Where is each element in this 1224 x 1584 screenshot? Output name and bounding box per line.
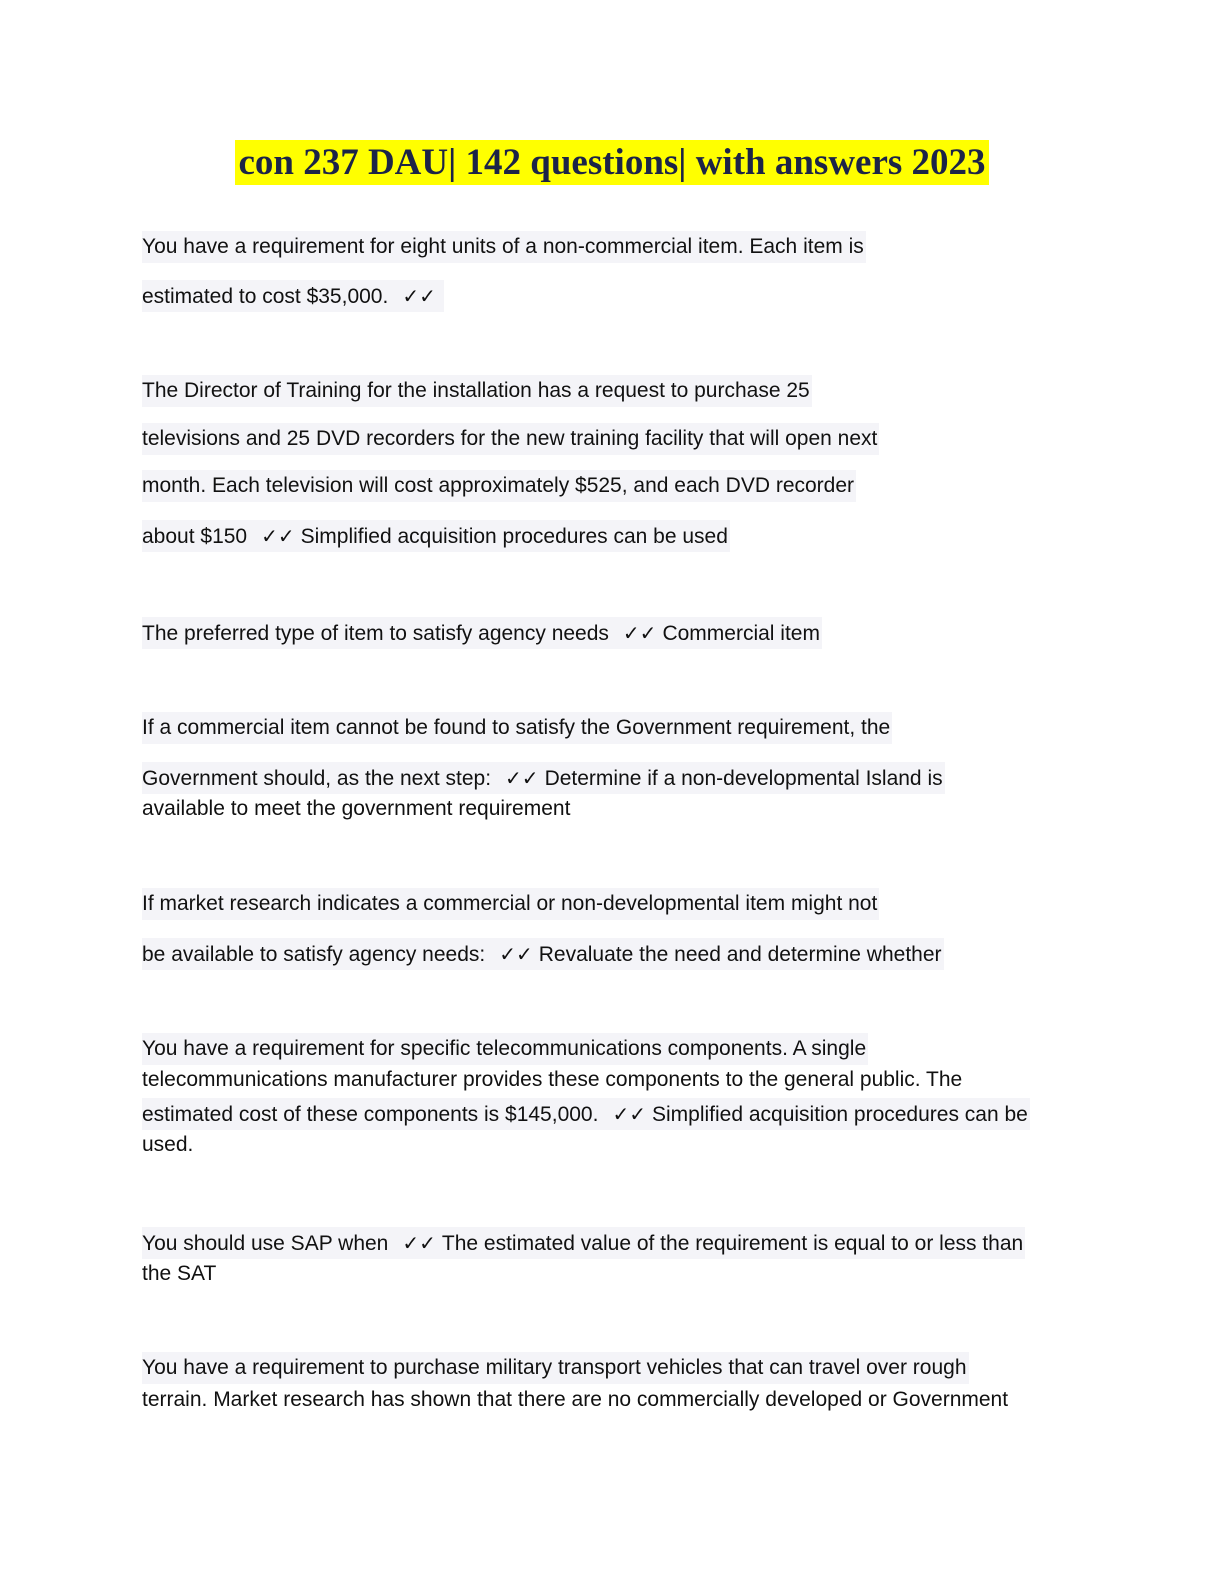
question-2-line-1 — [142, 375, 812, 407]
answer-text: Commercial item — [662, 622, 820, 645]
question-5-line-1 — [142, 888, 879, 920]
document-title-block — [0, 141, 1224, 185]
question-4-line-1 — [142, 712, 892, 744]
question-text: about $150 — [142, 525, 248, 548]
answer-text: the SAT — [142, 1262, 217, 1285]
question-8-line-1 — [142, 1352, 969, 1384]
question-text: You should use SAP when — [142, 1232, 389, 1255]
document-title: con 237 DAU| 142 questions| with answers 2023 — [235, 140, 988, 185]
question-6-line-1 — [142, 1033, 868, 1065]
question-text: If market research indicates a commercial or non-developmental item might not — [142, 892, 878, 915]
question-text: You have a requirement to purchase military transport vehicles that can travel over rough — [142, 1356, 967, 1379]
question-4-line-3 — [142, 793, 570, 825]
question-text: be available to satisfy agency needs: — [142, 943, 486, 966]
question-text: month. Each television will cost approximately $525, and each DVD recorder — [142, 474, 855, 497]
question-6-line-3 — [142, 1098, 1030, 1130]
double-check-icon: ✓✓ — [622, 621, 657, 645]
double-check-icon: ✓✓ — [261, 524, 295, 548]
question-6-line-2 — [142, 1064, 962, 1096]
question-2-line-2 — [142, 423, 879, 455]
double-check-icon: ✓✓ — [402, 1231, 436, 1255]
double-check-icon: ✓✓ — [499, 942, 533, 966]
answer-text: The estimated value of the requirement is equal to or less than — [441, 1232, 1024, 1255]
question-7-line-2 — [142, 1258, 216, 1290]
question-2-line-4 — [142, 520, 730, 552]
answer-text: used. — [142, 1133, 194, 1156]
answer-text: Simplified acquisition procedures can be — [651, 1103, 1028, 1126]
question-text: You have a requirement for eight units of a non-commercial item. Each item is — [142, 235, 864, 258]
question-8-line-2 — [142, 1384, 1008, 1416]
question-text: telecommunications manufacturer provides these components to the general public. The — [142, 1068, 963, 1091]
double-check-icon: ✓✓ — [505, 766, 539, 790]
question-3-line-1 — [142, 617, 822, 649]
question-text: The preferred type of item to satisfy agency needs — [142, 622, 609, 645]
answer-text: Simplified acquisition procedures can be used — [300, 525, 728, 548]
question-4-line-2 — [142, 762, 945, 794]
question-text: estimated cost of these components is $145,000. — [142, 1103, 599, 1126]
double-check-icon: ✓✓ — [402, 284, 436, 308]
question-text: If a commercial item cannot be found to satisfy the Government requirement, the — [142, 716, 891, 739]
question-text: You have a requirement for specific telecommunications components. A single — [142, 1037, 867, 1060]
question-text: The Director of Training for the installation has a request to purchase 25 — [142, 379, 810, 402]
answer-text: available to meet the government requirement — [142, 797, 571, 820]
answer-text: Determine if a non-developmental Island is — [544, 767, 943, 790]
question-6-line-4 — [142, 1129, 193, 1161]
question-text: televisions and 25 DVD recorders for the new training facility that will open next — [142, 427, 878, 450]
question-7-line-1 — [142, 1227, 1025, 1259]
question-1-line-1 — [142, 231, 866, 263]
question-1-line-2 — [142, 280, 444, 312]
question-5-line-2 — [142, 938, 944, 970]
double-check-icon: ✓✓ — [612, 1102, 646, 1126]
question-text: estimated to cost $35,000. — [142, 285, 389, 308]
question-2-line-3 — [142, 470, 856, 502]
answer-text: Revaluate the need and determine whether — [538, 943, 942, 966]
question-text: terrain. Market research has shown that there are no commercially developed or Government — [142, 1388, 1009, 1411]
question-text: Government should, as the next step: — [142, 767, 492, 790]
